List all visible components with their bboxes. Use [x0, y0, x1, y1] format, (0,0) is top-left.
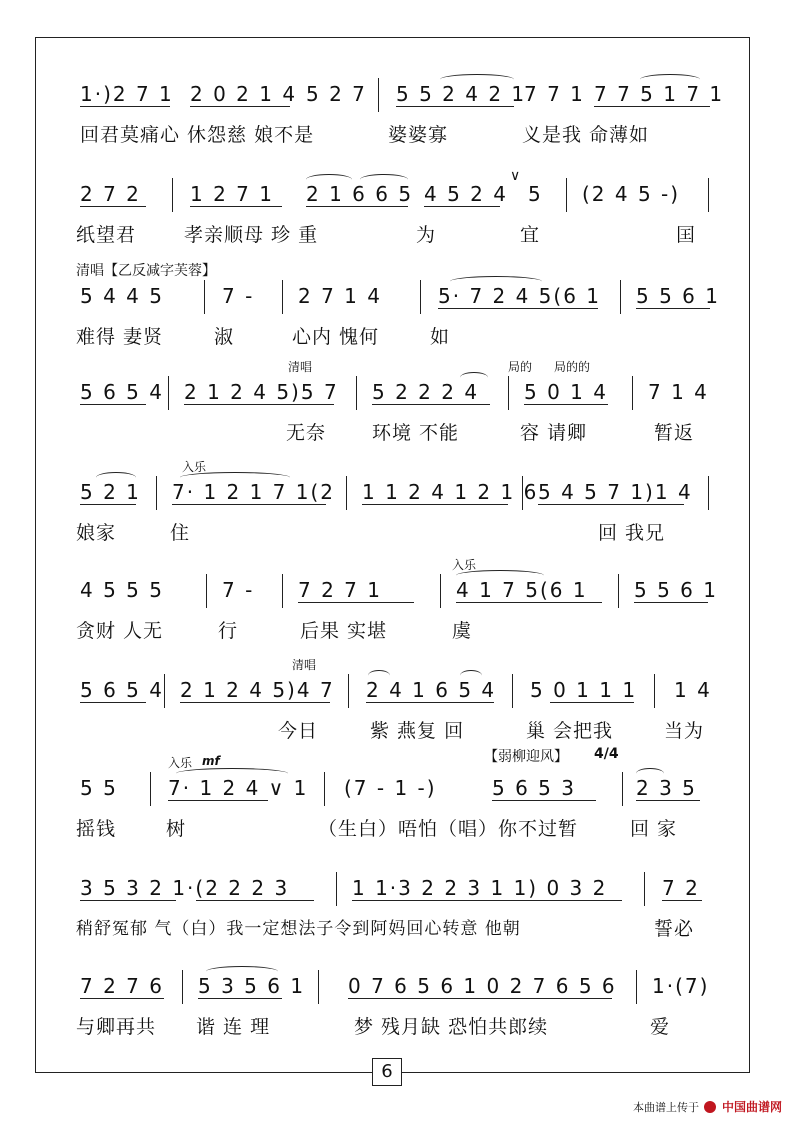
underline [196, 900, 314, 901]
lyric: 虞 [452, 620, 473, 642]
barline [378, 78, 379, 112]
note-group: 1 2 7 1 [190, 182, 274, 206]
section-label: 清唱【乙反减字芙蓉】 [76, 263, 216, 279]
score-line-5 [0, 460, 792, 576]
underline [298, 602, 414, 603]
lyric: 回 我兄 [598, 522, 666, 544]
annotation: 入乐 [182, 460, 207, 474]
barline [204, 280, 205, 314]
annotation: 入乐 [452, 558, 477, 572]
score-line-8 [0, 746, 792, 872]
site-logo-icon [704, 1101, 716, 1113]
underline [362, 504, 508, 505]
underline [550, 702, 634, 703]
underline [80, 504, 136, 505]
underline [306, 206, 408, 207]
barline [632, 376, 633, 410]
barline [512, 674, 513, 708]
underline [190, 106, 290, 107]
barline [150, 772, 151, 806]
underline [396, 106, 514, 107]
barline [508, 376, 509, 410]
note-group: 2 0 2 1 4 [190, 82, 298, 106]
note-group: (7 - 1 -) [344, 776, 437, 800]
lyric: 与卿再共 [76, 1016, 157, 1038]
barline [282, 280, 283, 314]
note-group: 5 5 6 1 [636, 284, 720, 308]
note-group: 5 5 6 1 [634, 578, 718, 602]
slur [206, 966, 278, 977]
lyric: 暂返 [654, 422, 695, 444]
note-group: 4 5 2 4 [424, 182, 508, 206]
slur [176, 768, 288, 779]
underline [80, 998, 164, 999]
lyric: 爱 [650, 1016, 671, 1038]
lyric: 宜 [520, 224, 541, 246]
barline [644, 872, 645, 906]
slur [636, 768, 664, 779]
barline [346, 476, 347, 510]
barline [618, 574, 619, 608]
underline [80, 702, 146, 703]
lyric: 稍舒冤郁 气（白）我一定想法子令到阿妈回心转意 他朝 [76, 919, 521, 939]
lyric: 紫 燕复 回 [370, 720, 465, 742]
barline [156, 476, 157, 510]
underline [524, 404, 608, 405]
lyric: 回君莫痛心 休怨慈 娘不是 [80, 124, 315, 146]
note-group: 5 2 7 [306, 82, 367, 106]
note-group: 7 2 7 6 [80, 974, 164, 998]
slur [306, 174, 352, 185]
slur [450, 276, 542, 287]
underline [352, 900, 622, 901]
barline [566, 178, 567, 212]
slur [440, 74, 514, 85]
lyric: 心内 愧何 [292, 326, 380, 348]
score-line-3 [0, 263, 792, 380]
score-line-1 [0, 82, 792, 178]
note-group: 5 6 5 4 [80, 380, 164, 404]
footer-credit[interactable] [633, 1098, 782, 1115]
underline [348, 998, 612, 999]
lyric: 为 [416, 224, 437, 246]
note-group: 3 5 3 2 1·(2 2 2 3 [80, 876, 290, 900]
lyric: 难得 妻贤 [76, 326, 164, 348]
note-group: 1·)2 7 1 [80, 82, 174, 106]
score-line-10 [0, 974, 792, 1070]
lyric: 谐 连 理 [196, 1016, 271, 1038]
barline [654, 674, 655, 708]
score-line-7 [0, 658, 792, 774]
underline [172, 504, 326, 505]
lyric: 环境 不能 [372, 422, 460, 444]
footer-text: 本曲谱上传于 [632, 1101, 699, 1114]
slur [456, 570, 544, 581]
lyric: 树 [166, 818, 187, 840]
barline [348, 674, 349, 708]
note-group: 5 0 1 1 1 [530, 678, 638, 702]
underline [184, 404, 334, 405]
note-group: 7 7 5 1 7 1 [594, 82, 725, 106]
barline [172, 178, 173, 212]
underline [80, 404, 146, 405]
lyric: 今日 [278, 720, 319, 742]
page-number: 6 [372, 1058, 402, 1086]
barline [636, 970, 637, 1004]
note-group: 2 7 1 4 [298, 284, 382, 308]
underline [636, 800, 700, 801]
barline [708, 178, 709, 212]
barline [164, 674, 165, 708]
barline [620, 280, 621, 314]
underline [80, 900, 176, 901]
barline [282, 574, 283, 608]
slur [640, 74, 700, 85]
underline [198, 998, 282, 999]
underline [662, 900, 702, 901]
lyric: 孝亲顺母 珍 重 [184, 224, 319, 246]
lyric: 淑 [214, 326, 235, 348]
annotation: 清唱 [288, 360, 313, 374]
note-group: 2 7 2 [80, 182, 141, 206]
note-group: 1 1·3 2 2 3 1 1) 0 3 2 [352, 876, 608, 900]
note-group: 7 - [222, 578, 255, 602]
note-group: 4 5 5 5 [80, 578, 164, 602]
note-group: 7· 1 2 1 7 1(2 [172, 480, 336, 504]
barline [206, 574, 207, 608]
slur [360, 174, 408, 185]
note-group: 7 2 [662, 876, 700, 900]
slur [460, 372, 488, 383]
note-group: 7 2 7 1 [298, 578, 382, 602]
underline [424, 206, 500, 207]
lyric: 行 [218, 620, 239, 642]
note-group: 5 5 2 4 2 1 [396, 82, 527, 106]
underline [366, 702, 494, 703]
note-group: 5 0 1 4 [524, 380, 608, 404]
lyric: 如 [430, 326, 451, 348]
note-group: 2 1 2 4 5)5 7 [184, 380, 339, 404]
slur [460, 670, 482, 681]
note-group: 5 5 [80, 776, 118, 800]
barline [622, 772, 623, 806]
lyric: 无奈 [286, 422, 327, 444]
barline [522, 476, 523, 510]
barline [336, 872, 337, 906]
barline [168, 376, 169, 410]
underline [456, 602, 602, 603]
score-line-6 [0, 558, 792, 674]
slur [96, 472, 136, 483]
note-group: 1 4 [674, 678, 712, 702]
note-group: 1 1 2 4 1 2 1 6 [362, 480, 539, 504]
dynamic-mark: mf [202, 754, 220, 768]
section-label: 【弱柳迎风】 [484, 749, 568, 765]
lyric: 贪财 人无 [76, 620, 164, 642]
note-group: 1·(7) [652, 974, 710, 998]
underline [180, 702, 330, 703]
footer-brand[interactable]: 中国曲谱网 [721, 1100, 782, 1114]
underline [80, 106, 170, 107]
note-group: 0 7 6 5 6 1 0 2 7 6 5 6 [348, 974, 617, 998]
note-group: 7· 1 2 4 ∨ 1 [168, 776, 309, 800]
annotation: 入乐 [168, 756, 193, 770]
slur [368, 670, 390, 681]
underline [636, 308, 710, 309]
lyric: 誓必 [654, 918, 695, 940]
note-group: 5 6 5 3 [492, 776, 576, 800]
note-group: 5 3 5 6 1 [198, 974, 306, 998]
breath-mark: ∨ [510, 168, 523, 184]
note-group: 2 1 2 4 5)4 7 [180, 678, 335, 702]
lyric: 婆婆寡 [388, 124, 449, 146]
underline [80, 206, 146, 207]
time-signature: 4/4 [594, 746, 619, 762]
underline [372, 404, 490, 405]
underline [438, 308, 598, 309]
note-group: 2 3 5 [636, 776, 697, 800]
note-group: 5· 7 2 4 5(6 1 [438, 284, 602, 308]
barline [420, 280, 421, 314]
note-group: 5 2 2 2 4 [372, 380, 480, 404]
barline [318, 970, 319, 1004]
annotation: 局的 [508, 360, 533, 374]
lyric: 巢 会把我 [526, 720, 614, 742]
note-group: 5 4 4 5 [80, 284, 164, 308]
underline [492, 800, 596, 801]
lyric: 娘家 [76, 522, 117, 544]
note-group: 4 1 7 5(6 1 [456, 578, 588, 602]
barline [324, 772, 325, 806]
lyric: 囯 [676, 224, 697, 246]
barline [182, 970, 183, 1004]
underline [594, 106, 710, 107]
lyric: 后果 实堪 [300, 620, 388, 642]
note-group: 2 1 6 6 5 [306, 182, 414, 206]
lyric: 纸望君 [76, 224, 137, 246]
note-group: 7 7 1 [524, 82, 585, 106]
underline [168, 800, 268, 801]
lyric: （生白）唔怕（唱）你不过暂 [318, 818, 579, 840]
score-line-4 [0, 360, 792, 476]
lyric: 回 家 [630, 818, 678, 840]
lyric: 住 [170, 522, 191, 544]
lyric: 摇钱 [76, 818, 117, 840]
note-group: 7 1 4 [648, 380, 709, 404]
note-group: 5 2 1 [80, 480, 141, 504]
slur [180, 472, 290, 483]
note-group: 5 6 5 4 [80, 678, 164, 702]
score-line-9 [0, 876, 792, 972]
lyric: 容 请卿 [520, 422, 588, 444]
note-group: 5 [528, 182, 543, 206]
lyric: 当为 [664, 720, 705, 742]
barline [708, 476, 709, 510]
note-group: 5 4 5 7 1)1 4 [538, 480, 693, 504]
lyric: 梦 残月缺 恐怕共郎续 [354, 1016, 549, 1038]
underline [538, 504, 684, 505]
annotation: 清唱 [292, 658, 317, 672]
underline [190, 206, 282, 207]
lyric: 义是我 命薄如 [522, 124, 650, 146]
note-group: (2 4 5 -) [582, 182, 681, 206]
annotation: 局的的 [554, 360, 591, 374]
barline [440, 574, 441, 608]
note-group: 2 4 1 6 5 4 [366, 678, 497, 702]
underline [634, 602, 708, 603]
note-group: 7 - [222, 284, 255, 308]
barline [356, 376, 357, 410]
